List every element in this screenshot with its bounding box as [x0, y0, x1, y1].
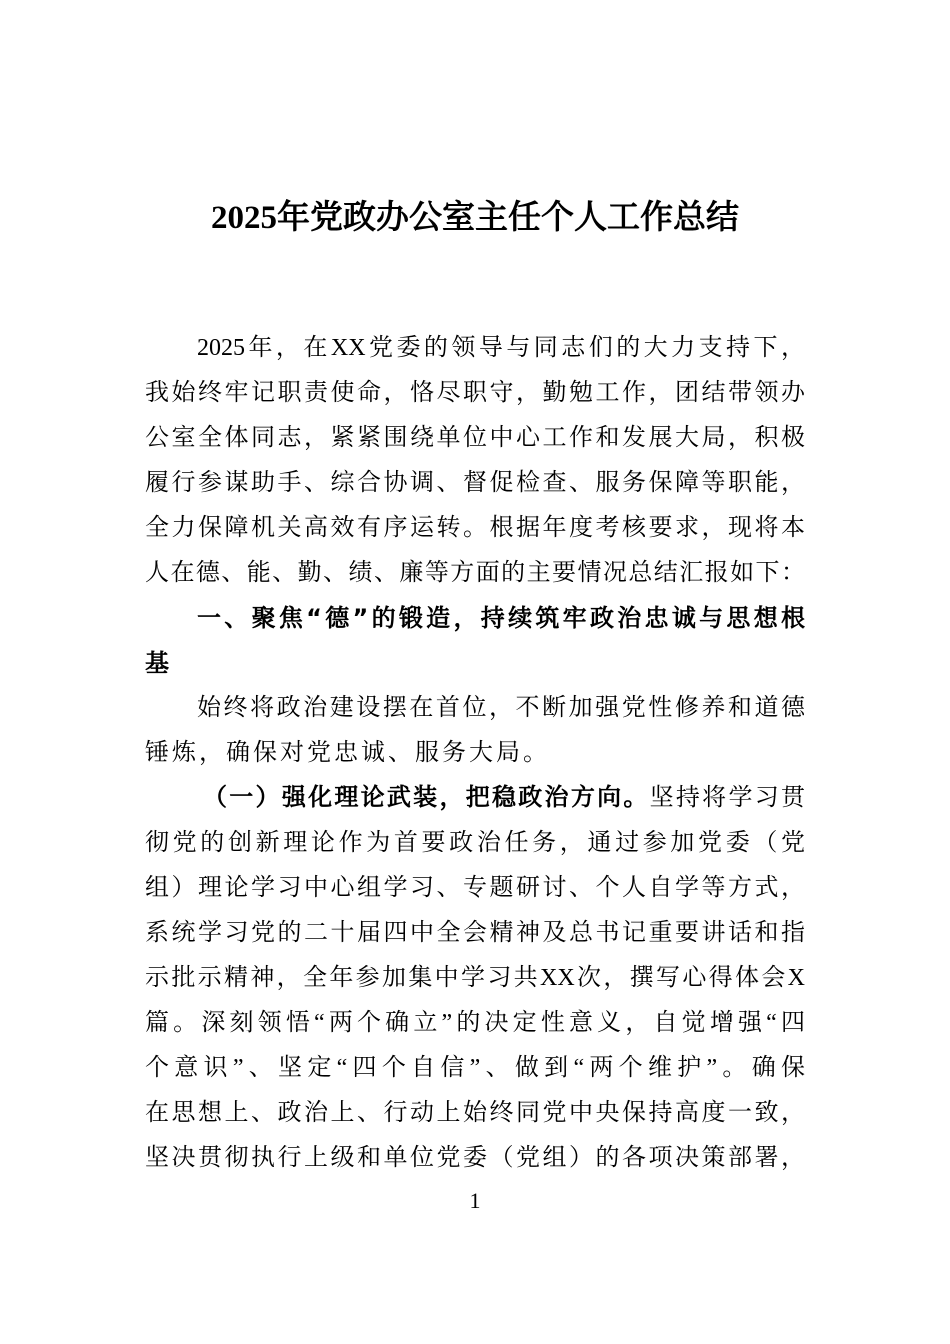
text-line: 坚决贯彻执行上级和单位党委（党组）的各项决策部署， [145, 1145, 805, 1171]
paragraph-2 [145, 686, 805, 776]
text-line: 系统学习党的二十届四中全会精神及总书记重要讲话和指 [145, 920, 805, 946]
text-line: 履行参谋助手、综合协调、督促检查、服务保障等职能， [145, 470, 805, 496]
intro-paragraph [145, 326, 805, 596]
paragraph-3 [145, 776, 805, 1181]
document-body [145, 326, 805, 1181]
text-run: 坚持将学习贯 [649, 785, 806, 811]
text-line [145, 776, 805, 821]
heading-line: 一、聚焦“德”的锻造，持续筑牢政治忠诚与思想根 [197, 604, 805, 632]
text-line: 全力保障机关高效有序运转。根据年度考核要求，现将本 [145, 515, 805, 541]
text-line: 组）理论学习中心组学习、专题研讨、个人自学等方式， [145, 875, 805, 901]
text-line: 人在德、能、勤、绩、廉等方面的主要情况总结汇报如下： [145, 560, 805, 586]
text-line: 彻党的创新理论作为首要政治任务，通过参加党委（党 [145, 830, 805, 856]
text-line: 篇。深刻领悟“两个确立”的决定性意义，自觉增强“四 [145, 1010, 805, 1036]
text-line: 我始终牢记职责使命，恪尽职守，勤勉工作，团结带领办 [145, 380, 805, 406]
heading-line: 基 [145, 649, 172, 677]
text-line: 2025年，在XX党委的领导与同志们的大力支持下， [197, 335, 805, 361]
document-title: 2025年党政办公室主任个人工作总结 [211, 200, 739, 236]
text-line: 示批示精神，全年参加集中学习共XX次，撰写心得体会X [145, 965, 805, 991]
text-line: 个意识”、坚定“四个自信”、做到“两个维护”。确保 [145, 1055, 805, 1081]
section-heading-1 [145, 596, 805, 686]
text-line: 在思想上、政治上、行动上始终同党中央保持高度一致， [145, 1100, 805, 1126]
page-number: 1 [469, 1188, 481, 1213]
text-line: 公室全体同志，紧紧围绕单位中心工作和发展大局，积极 [145, 425, 805, 451]
text-line: 始终将政治建设摆在首位，不断加强党性修养和道德 [197, 695, 805, 721]
subheading: （一）强化理论武装，把稳政治方向。 [203, 785, 650, 811]
text-line: 锤炼，确保对党忠诚、服务大局。 [145, 740, 550, 766]
